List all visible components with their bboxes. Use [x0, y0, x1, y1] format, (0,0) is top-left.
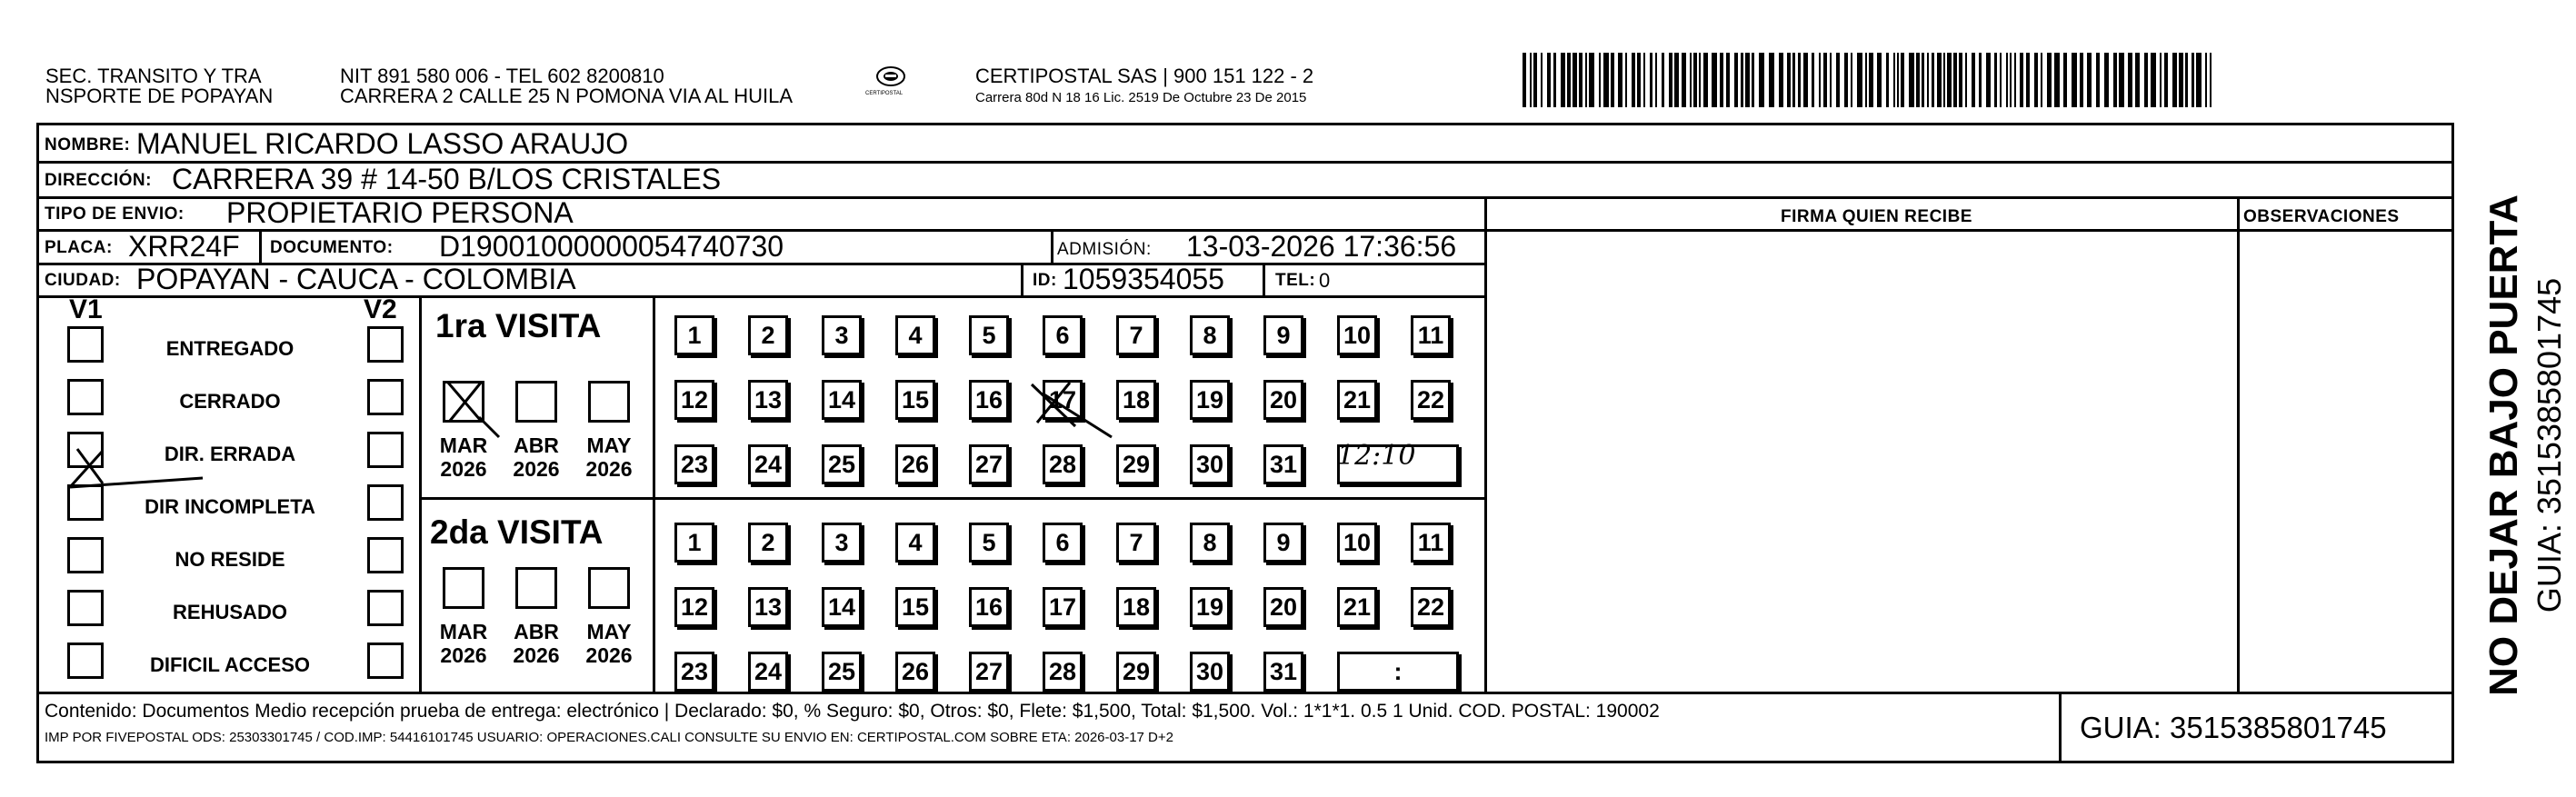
second-visit-day-29[interactable]: 29 [1116, 652, 1156, 692]
barcode-bar [1836, 53, 1840, 107]
second-visit-day-2[interactable]: 2 [748, 523, 788, 563]
second-visit-day-19[interactable]: 19 [1190, 587, 1230, 627]
month-year: 2026 [513, 457, 560, 482]
month-year: 2026 [440, 457, 487, 482]
ciudad-value: POPAYAN - CAUCA - COLOMBIA [136, 263, 576, 295]
barcode-bar [2080, 53, 2083, 107]
barcode-bar [2144, 53, 2148, 107]
ciudad-label: CIUDAD: [45, 271, 121, 290]
barcode-bar [1523, 53, 1526, 107]
second-visit-day-16[interactable]: 16 [969, 587, 1009, 627]
barcode-bar [2006, 53, 2008, 107]
first-visit-day-1[interactable]: 1 [674, 315, 714, 355]
first-visit-day-29[interactable]: 29 [1116, 444, 1156, 484]
signature-area[interactable] [1487, 232, 2237, 694]
barcode-bar [1927, 53, 1929, 107]
barcode-bar [2010, 53, 2012, 107]
barcode-bar [2164, 53, 2168, 107]
second-visit-day-22[interactable]: 22 [1411, 587, 1451, 627]
first-visit-day-28[interactable]: 28 [1043, 444, 1083, 484]
barcode-bar [2087, 53, 2092, 107]
barcode [1523, 53, 2218, 107]
barcode-bar [2000, 53, 2002, 107]
first-visit-title: 1ra VISITA [435, 307, 602, 344]
nombre-row [39, 125, 2451, 164]
second-visit-day-23[interactable]: 23 [674, 652, 714, 692]
month-year: 2026 [513, 643, 560, 668]
v2-checkbox[interactable] [367, 590, 404, 626]
barcode-bar [2185, 53, 2188, 107]
v2-checkbox[interactable] [367, 643, 404, 679]
first-visit-day-25[interactable]: 25 [822, 444, 862, 484]
barcode-bar [1712, 53, 1717, 107]
status-label: DIR INCOMPLETA [145, 495, 315, 518]
v2-label: V2 [364, 294, 397, 324]
id-divider [1263, 263, 1265, 295]
barcode-bar [1603, 53, 1609, 107]
tipo-envio-label: TIPO DE ENVIO: [45, 204, 185, 224]
sender-entity-line1: SEC. TRANSITO Y TRA [45, 65, 262, 87]
second-visit-day-11[interactable]: 11 [1411, 523, 1451, 563]
footer-divider [39, 692, 2451, 694]
first-visit-month-label [504, 433, 568, 482]
barcode-bar [1589, 53, 1594, 107]
barcode-bar [2054, 53, 2060, 107]
first-visit-day-22[interactable]: 22 [1411, 380, 1451, 420]
second-visit-month-label [504, 620, 568, 668]
v2-checkbox[interactable] [367, 432, 404, 468]
logo-icon [873, 65, 909, 91]
barcode-bar [1857, 53, 1862, 107]
first-visit-day-31[interactable]: 31 [1263, 444, 1303, 484]
status-divider [419, 295, 422, 692]
second-visit-day-15[interactable]: 15 [895, 587, 935, 627]
v2-checkbox[interactable] [367, 537, 404, 573]
barcode-bar [1745, 53, 1750, 107]
day-check-icon [1024, 375, 1124, 439]
placa-label: PLACA: [45, 238, 113, 257]
status-label: CERRADO [179, 390, 281, 413]
barcode-bar [2151, 53, 2156, 107]
certipostal-logo [865, 65, 909, 96]
first-visit-day-2[interactable]: 2 [748, 315, 788, 355]
barcode-bar [1779, 53, 1783, 107]
barcode-bar [2128, 53, 2132, 107]
barcode-bar [2034, 53, 2038, 107]
barcode-bar [1901, 53, 1904, 107]
barcode-bar [1567, 53, 1571, 107]
second-visit-month-label [432, 620, 495, 668]
barcode-bar [1972, 53, 1975, 107]
second-visit-day-17[interactable]: 17 [1043, 587, 1083, 627]
barcode-bar [1734, 53, 1738, 107]
barcode-bar [1865, 53, 1867, 107]
month-name: ABR [514, 620, 559, 643]
nombre-label: NOMBRE: [45, 135, 131, 154]
second-visit-month-label [577, 620, 641, 668]
barcode-bar [1643, 53, 1645, 107]
direccion-label: DIRECCIÓN: [45, 171, 152, 190]
barcode-bar [1726, 53, 1730, 107]
v1-checkbox[interactable] [67, 537, 104, 573]
barcode-bar [2196, 53, 2202, 107]
barcode-bar [1787, 53, 1791, 107]
barcode-bar [2072, 53, 2077, 107]
second-visit-day-25[interactable]: 25 [822, 652, 862, 692]
second-visit-day-20[interactable]: 20 [1263, 587, 1303, 627]
first-visit-day-27[interactable]: 27 [969, 444, 1009, 484]
barcode-bar [2205, 53, 2207, 107]
barcode-bar [1637, 53, 1641, 107]
courier-license-line: Carrera 80d N 18 16 Lic. 2519 De Octubre 23 De 2015 [975, 90, 1307, 105]
barcode-bar [1611, 53, 1614, 107]
barcode-bar [1897, 53, 1899, 107]
barcode-bar [1979, 53, 1982, 107]
barcode-bar [1699, 53, 1701, 107]
barcode-bar [1752, 53, 1754, 107]
second-visit-month-checkbox[interactable] [515, 567, 557, 609]
month-check-icon [443, 377, 506, 441]
barcode-bar [2026, 53, 2030, 107]
barcode-bar [1812, 53, 1814, 107]
v2-checkbox[interactable] [367, 326, 404, 363]
barcode-bar [2041, 53, 2042, 107]
first-visit-day-30[interactable]: 30 [1190, 444, 1230, 484]
first-visit-month-checkbox[interactable] [515, 381, 557, 423]
barcode-bar [1803, 53, 1808, 107]
month-year: 2026 [585, 643, 633, 668]
month-name: MAY [586, 620, 632, 643]
tel-value: 0 [1319, 269, 1331, 292]
tipo-envio-row [39, 196, 1484, 232]
placa-row [39, 229, 1484, 265]
first-visit-day-14[interactable]: 14 [822, 380, 862, 420]
month-year: 2026 [440, 643, 487, 668]
v1-checkmark-icon [66, 445, 212, 491]
barcode-bar [1530, 53, 1532, 107]
nombre-value: MANUEL RICARDO LASSO ARAUJO [136, 127, 629, 160]
v1-checkbox[interactable] [67, 326, 104, 363]
month-year: 2026 [585, 457, 633, 482]
first-visit-day-17[interactable]: 17 [1043, 380, 1083, 420]
first-visit-day-7[interactable]: 7 [1116, 315, 1156, 355]
barcode-bar [1650, 53, 1652, 107]
status-label: ENTREGADO [165, 337, 295, 360]
barcode-bar [1682, 53, 1686, 107]
barcode-bar [1579, 53, 1583, 107]
barcode-bar [1720, 53, 1723, 107]
barcode-bar [1994, 53, 1997, 107]
observaciones-label: OBSERVACIONES [2243, 207, 2400, 226]
documento-label: DOCUMENTO: [270, 238, 394, 257]
id-value: 1059354055 [1063, 263, 1224, 295]
second-visit-day-12[interactable]: 12 [674, 587, 714, 627]
barcode-bar [1953, 53, 1957, 107]
barcode-bar [1690, 53, 1692, 107]
barcode-bar [2096, 53, 2100, 107]
sender-address-line: CARRERA 2 CALLE 25 N POMONA VIA AL HUILA [340, 85, 794, 107]
no-dejar-bajo-puerta: NO DEJAR BAJO PUERTA [2481, 194, 2526, 696]
first-visit-month-checkbox[interactable] [588, 381, 630, 423]
first-visit-day-8[interactable]: 8 [1190, 315, 1230, 355]
second-visit-day-21[interactable]: 21 [1337, 587, 1377, 627]
barcode-bar [2135, 53, 2140, 107]
sender-nit-line: NIT 891 580 006 - TEL 602 8200810 [340, 65, 664, 87]
second-visit-day-31[interactable]: 31 [1263, 652, 1303, 692]
barcode-bar [1669, 53, 1672, 107]
first-visit-day-21[interactable]: 21 [1337, 380, 1377, 420]
second-visit-day-9[interactable]: 9 [1263, 523, 1303, 563]
documento-value: D19001000000054740730 [439, 230, 784, 263]
status-label: NO RESIDE [175, 548, 285, 571]
month-name: MAR [439, 433, 488, 457]
contenido-line: Contenido: Documentos Medio recepción prueba de entrega: electrónico | Declarado: $0, % Seguro: $0, Otros: $0, Flete: $1,500, Total: $1,500. Vol.: 1*1*1. 0.5 1 Unid. COD. POSTAL: 190002 [45, 701, 1660, 722]
status-label: DIFICIL ACCESO [149, 653, 310, 676]
visit-divider [419, 497, 1484, 500]
second-visit-day-5[interactable]: 5 [969, 523, 1009, 563]
ciudad-divider [1021, 263, 1023, 295]
ciudad-row [39, 263, 1484, 298]
tipo-envio-value: PROPIETARIO PERSONA [226, 196, 574, 229]
observaciones-area[interactable] [2240, 232, 2451, 694]
barcode-bar [1625, 53, 1627, 107]
barcode-bar [1585, 53, 1587, 107]
guia-box-border [2059, 692, 2062, 761]
second-visit-day-27[interactable]: 27 [969, 652, 1009, 692]
barcode-bar [1798, 53, 1801, 107]
months-divider [653, 295, 655, 692]
barcode-bar [1662, 53, 1664, 107]
second-visit-day-30[interactable]: 30 [1190, 652, 1230, 692]
second-visit-day-8[interactable]: 8 [1190, 523, 1230, 563]
barcode-bar [1947, 53, 1952, 107]
barcode-bar [2160, 53, 2162, 107]
second-visit-month-checkbox[interactable] [588, 567, 630, 609]
barcode-bar [1916, 53, 1920, 107]
barcode-bar [1541, 53, 1543, 107]
barcode-bar [1655, 53, 1657, 107]
barcode-bar [1965, 53, 1967, 107]
second-visit-day-14[interactable]: 14 [822, 587, 862, 627]
barcode-bar [1909, 53, 1914, 107]
v2-checkbox[interactable] [367, 379, 404, 415]
firma-label: FIRMA QUIEN RECIBE [1781, 207, 1972, 226]
barcode-bar [2172, 53, 2177, 107]
first-visit-month-label [577, 433, 641, 482]
barcode-bar [1759, 53, 1764, 107]
barcode-bar [1893, 53, 1895, 107]
first-visit-day-3[interactable]: 3 [822, 315, 862, 355]
status-label: DIR. ERRADA [164, 443, 296, 465]
second-visit-day-3[interactable]: 3 [822, 523, 862, 563]
v1-checkbox[interactable] [67, 643, 104, 679]
second-visit-day-18[interactable]: 18 [1116, 587, 1156, 627]
second-visit-day-24[interactable]: 24 [748, 652, 788, 692]
barcode-bar [2179, 53, 2183, 107]
barcode-bar [1922, 53, 1924, 107]
barcode-bar [2104, 53, 2109, 107]
first-visit-time[interactable] [1315, 439, 1437, 479]
barcode-bar [1769, 53, 1774, 107]
first-visit-day-26[interactable]: 26 [895, 444, 935, 484]
placa-value: XRR24F [128, 230, 240, 263]
id-label: ID: [1033, 271, 1057, 290]
barcode-bar [1573, 53, 1577, 107]
month-name: ABR [514, 433, 559, 457]
second-visit-month-checkbox[interactable] [443, 567, 484, 609]
first-visit-day-6[interactable]: 6 [1043, 315, 1083, 355]
v1-label: V1 [69, 294, 103, 324]
imp-line: IMP POR FIVEPOSTAL ODS: 25303301745 / COD.IMP: 54416101745 USUARIO: OPERACIONES.CALI CONSULTE SU ENVIO EN: CERTIPOSTAL.COM SOBRE ETA: 2026-03-17 D+2 [45, 730, 1173, 745]
first-visit-day-4[interactable]: 4 [895, 315, 935, 355]
barcode-bar [1561, 53, 1565, 107]
barcode-bar [1632, 53, 1635, 107]
barcode-bar [2192, 53, 2194, 107]
admision-value: 13-03-2026 17:36:56 [1186, 230, 1457, 263]
barcode-bar [1792, 53, 1795, 107]
first-visit-day-11[interactable]: 11 [1411, 315, 1451, 355]
first-visit-day-10[interactable]: 10 [1337, 315, 1377, 355]
barcode-bar [1877, 53, 1882, 107]
first-visit-day-5[interactable]: 5 [969, 315, 1009, 355]
second-visit-day-7[interactable]: 7 [1116, 523, 1156, 563]
first-visit-day-9[interactable]: 9 [1263, 315, 1303, 355]
admision-label: ADMISIÓN: [1057, 240, 1152, 259]
second-visit-day-28[interactable]: 28 [1043, 652, 1083, 692]
tel-label: TEL: [1275, 271, 1316, 290]
barcode-bar [1986, 53, 1991, 107]
first-visit-day-18[interactable]: 18 [1116, 380, 1156, 420]
barcode-bar [1830, 53, 1832, 107]
barcode-bar [1599, 53, 1601, 107]
barcode-bar [2113, 53, 2117, 107]
second-visit-day-26[interactable]: 26 [895, 652, 935, 692]
first-visit-day-19[interactable]: 19 [1190, 380, 1230, 420]
barcode-bar [2210, 53, 2212, 107]
first-visit-day-13[interactable]: 13 [748, 380, 788, 420]
documento-divider [1051, 229, 1053, 263]
second-visit-day-13[interactable]: 13 [748, 587, 788, 627]
v1-checkbox[interactable] [67, 379, 104, 415]
direccion-value: CARRERA 39 # 14-50 B/LOS CRISTALES [172, 163, 722, 195]
first-visit-day-20[interactable]: 20 [1263, 380, 1303, 420]
sender-entity-line2: NSPORTE DE POPAYAN [45, 85, 274, 107]
barcode-bar [1844, 53, 1848, 107]
first-visit-time-value: 12:10 [1337, 440, 1416, 472]
barcode-bar [1851, 53, 1852, 107]
barcode-bar [2119, 53, 2124, 107]
barcode-bar [1869, 53, 1873, 107]
barcode-bar [2047, 53, 2052, 107]
barcode-bar [2014, 53, 2016, 107]
courier-company-line: CERTIPOSTAL SAS | 900 151 122 - 2 [975, 65, 1314, 87]
barcode-bar [1937, 53, 1942, 107]
barcode-bar [1819, 53, 1821, 107]
barcode-bar [1932, 53, 1934, 107]
first-visit-day-23[interactable]: 23 [674, 444, 714, 484]
month-name: MAR [439, 620, 488, 643]
barcode-bar [2020, 53, 2023, 107]
barcode-bar [1693, 53, 1697, 107]
v2-checkbox[interactable] [367, 484, 404, 521]
logo-caption: CERTIPOSTAL [865, 91, 904, 96]
second-visit-day-6[interactable]: 6 [1043, 523, 1083, 563]
barcode-bar [1741, 53, 1743, 107]
shipment-form [36, 123, 2454, 763]
barcode-bar [1553, 53, 1556, 107]
first-visit-day-24[interactable]: 24 [748, 444, 788, 484]
barcode-bar [1703, 53, 1708, 107]
barcode-bar [1618, 53, 1622, 107]
barcode-bar [2063, 53, 2067, 107]
second-visit-day-4[interactable]: 4 [895, 523, 935, 563]
barcode-bar [1886, 53, 1889, 107]
direccion-row [39, 161, 2451, 199]
first-visit-day-12[interactable]: 12 [674, 380, 714, 420]
placa-divider [259, 229, 262, 263]
second-visit-day-10[interactable]: 10 [1337, 523, 1377, 563]
second-visit-time-box[interactable]: : [1337, 652, 1459, 692]
second-visit-title: 2da VISITA [430, 513, 604, 551]
status-label: REHUSADO [173, 601, 287, 623]
barcode-bar [1674, 53, 1679, 107]
barcode-bar [1547, 53, 1551, 107]
barcode-bar [1959, 53, 1962, 107]
v1-checkbox[interactable] [67, 590, 104, 626]
barcode-bar [1943, 53, 1945, 107]
first-visit-day-15[interactable]: 15 [895, 380, 935, 420]
guia-box-value: GUIA: 3515385801745 [2080, 711, 2387, 744]
barcode-bar [1533, 53, 1537, 107]
month-name: MAY [586, 433, 632, 457]
side-guia-number: GUIA: 3515385801745 [2531, 277, 2568, 613]
barcode-bar [1823, 53, 1827, 107]
first-visit-day-16[interactable]: 16 [969, 380, 1009, 420]
second-visit-day-1[interactable]: 1 [674, 523, 714, 563]
